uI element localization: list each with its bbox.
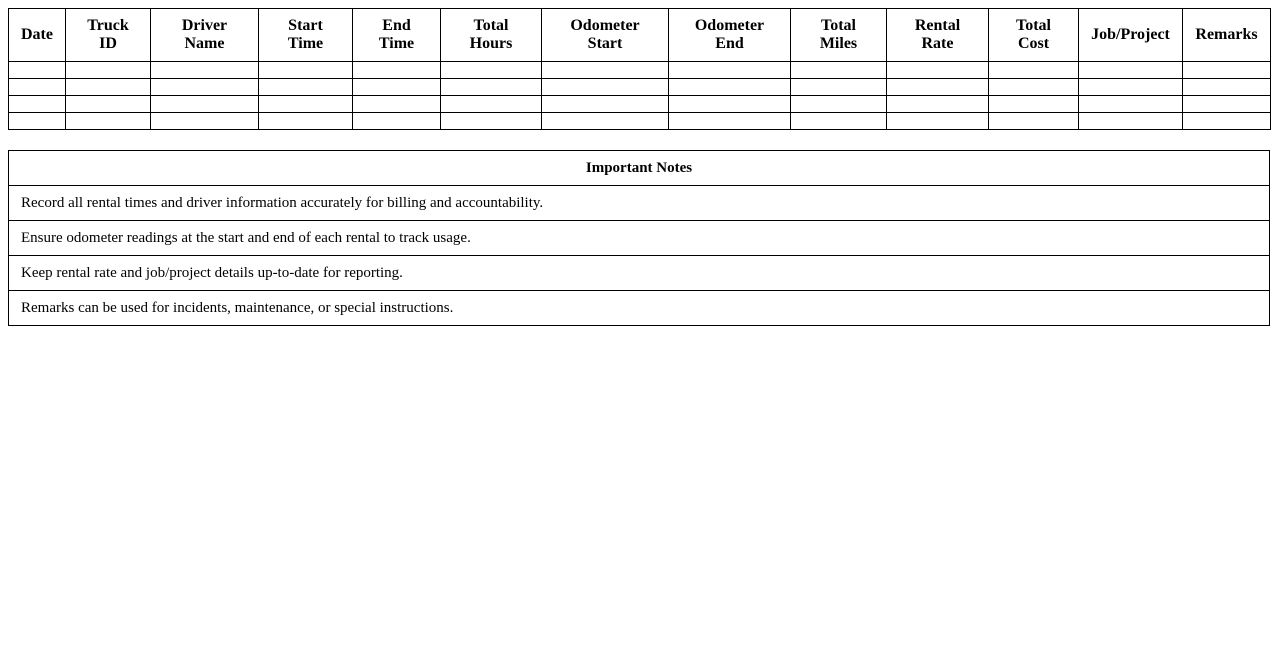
- table-cell[interactable]: [441, 62, 542, 79]
- column-header-line: ID: [99, 35, 117, 52]
- table-cell[interactable]: [1183, 79, 1271, 96]
- table-cell[interactable]: [151, 79, 259, 96]
- table-cell[interactable]: [989, 96, 1079, 113]
- table-cell[interactable]: [151, 96, 259, 113]
- table-cell[interactable]: [9, 62, 66, 79]
- column-header-line: Odometer: [694, 17, 765, 34]
- notes-list: [9, 186, 1270, 326]
- table-cell[interactable]: [353, 113, 441, 130]
- table-cell[interactable]: [1079, 62, 1183, 79]
- column-header: [887, 9, 989, 62]
- column-header: [791, 9, 887, 62]
- column-header: [669, 9, 791, 62]
- table-cell[interactable]: [9, 96, 66, 113]
- column-header-line: Start: [587, 35, 623, 52]
- note-row: [9, 256, 1270, 291]
- notes-title: Important Notes: [9, 151, 1270, 186]
- table-cell[interactable]: [887, 96, 989, 113]
- table-cell[interactable]: [669, 62, 791, 79]
- table-cell[interactable]: [791, 113, 887, 130]
- table-cell[interactable]: [791, 96, 887, 113]
- note-text: Ensure odometer readings at the start and end of each rental to track usage.: [9, 221, 1270, 256]
- table-row: [9, 79, 1271, 96]
- table-cell[interactable]: [353, 62, 441, 79]
- table-cell[interactable]: [791, 79, 887, 96]
- column-header-line: Odometer: [570, 17, 640, 34]
- column-header-line: End: [382, 17, 411, 34]
- column-header: [989, 9, 1079, 62]
- column-header: [1079, 9, 1183, 62]
- table-cell[interactable]: [259, 79, 353, 96]
- table-cell[interactable]: [542, 113, 669, 130]
- column-header-line: Rental: [914, 17, 961, 34]
- column-header-line: Total: [821, 17, 856, 34]
- column-header-line: End: [715, 35, 744, 52]
- table-cell[interactable]: [1183, 62, 1271, 79]
- column-header-line: Time: [287, 35, 324, 52]
- column-header: [353, 9, 441, 62]
- column-header: [542, 9, 669, 62]
- table-cell[interactable]: [887, 62, 989, 79]
- table-cell[interactable]: [1079, 113, 1183, 130]
- note-text: Remarks can be used for incidents, maintenance, or special instructions.: [9, 291, 1270, 326]
- column-header-line: Start: [288, 17, 323, 34]
- column-header-line: Remarks: [1195, 26, 1258, 43]
- important-notes-table: [8, 150, 1270, 326]
- table-cell[interactable]: [66, 96, 151, 113]
- table-cell[interactable]: [9, 113, 66, 130]
- table-row: [9, 113, 1271, 130]
- table-cell[interactable]: [441, 113, 542, 130]
- table-cell[interactable]: [66, 113, 151, 130]
- column-header-line: Time: [378, 35, 415, 52]
- column-header: [259, 9, 353, 62]
- table-cell[interactable]: [989, 62, 1079, 79]
- column-header-line: Name: [184, 35, 225, 52]
- table-cell[interactable]: [353, 79, 441, 96]
- table-cell[interactable]: [887, 79, 989, 96]
- table-cell[interactable]: [66, 79, 151, 96]
- column-header-line: Total: [473, 17, 509, 34]
- column-header-line: Hours: [469, 35, 513, 52]
- column-header: [441, 9, 542, 62]
- column-header: [151, 9, 259, 62]
- table-row: [9, 62, 1271, 79]
- table-cell[interactable]: [151, 62, 259, 79]
- table-cell[interactable]: [542, 96, 669, 113]
- table-cell[interactable]: [542, 79, 669, 96]
- table-body: [9, 62, 1271, 130]
- table-cell[interactable]: [353, 96, 441, 113]
- column-header-line: Miles: [819, 35, 858, 52]
- column-header-line: Cost: [1017, 35, 1050, 52]
- table-cell[interactable]: [669, 79, 791, 96]
- table-row: [9, 96, 1271, 113]
- table-header-row: [9, 9, 1271, 62]
- table-cell[interactable]: [791, 62, 887, 79]
- note-row: [9, 221, 1270, 256]
- column-header-line: Truck: [87, 17, 129, 34]
- table-cell[interactable]: [66, 62, 151, 79]
- note-text: Record all rental times and driver information accurately for billing and accountability.: [9, 186, 1270, 221]
- table-cell[interactable]: [9, 79, 66, 96]
- table-cell[interactable]: [989, 79, 1079, 96]
- column-header-line: Driver: [181, 17, 228, 34]
- table-cell[interactable]: [441, 96, 542, 113]
- table-cell[interactable]: [259, 113, 353, 130]
- table-cell[interactable]: [259, 62, 353, 79]
- table-cell[interactable]: [1079, 96, 1183, 113]
- table-cell[interactable]: [441, 79, 542, 96]
- column-header: [1183, 9, 1271, 62]
- column-header-line: Total: [1016, 17, 1051, 34]
- note-row: [9, 291, 1270, 326]
- note-row: [9, 186, 1270, 221]
- table-cell[interactable]: [1183, 96, 1271, 113]
- table-cell[interactable]: [887, 113, 989, 130]
- column-header-line: Job/Project: [1091, 26, 1170, 43]
- column-header: [66, 9, 151, 62]
- note-text: Keep rental rate and job/project details up-to-date for reporting.: [9, 256, 1270, 291]
- table-cell[interactable]: [259, 96, 353, 113]
- table-cell[interactable]: [1079, 79, 1183, 96]
- table-cell[interactable]: [1183, 113, 1271, 130]
- table-cell[interactable]: [989, 113, 1079, 130]
- column-header-line: Date: [21, 26, 53, 43]
- column-header-line: Rate: [921, 35, 954, 52]
- table-cell[interactable]: [669, 96, 791, 113]
- truck-rental-log-table: [8, 8, 1271, 130]
- rental-log-page: [8, 8, 1270, 326]
- table-cell[interactable]: [669, 113, 791, 130]
- notes-header-row: [9, 151, 1270, 186]
- table-cell[interactable]: [542, 62, 669, 79]
- column-header: [9, 9, 66, 62]
- table-cell[interactable]: [151, 113, 259, 130]
